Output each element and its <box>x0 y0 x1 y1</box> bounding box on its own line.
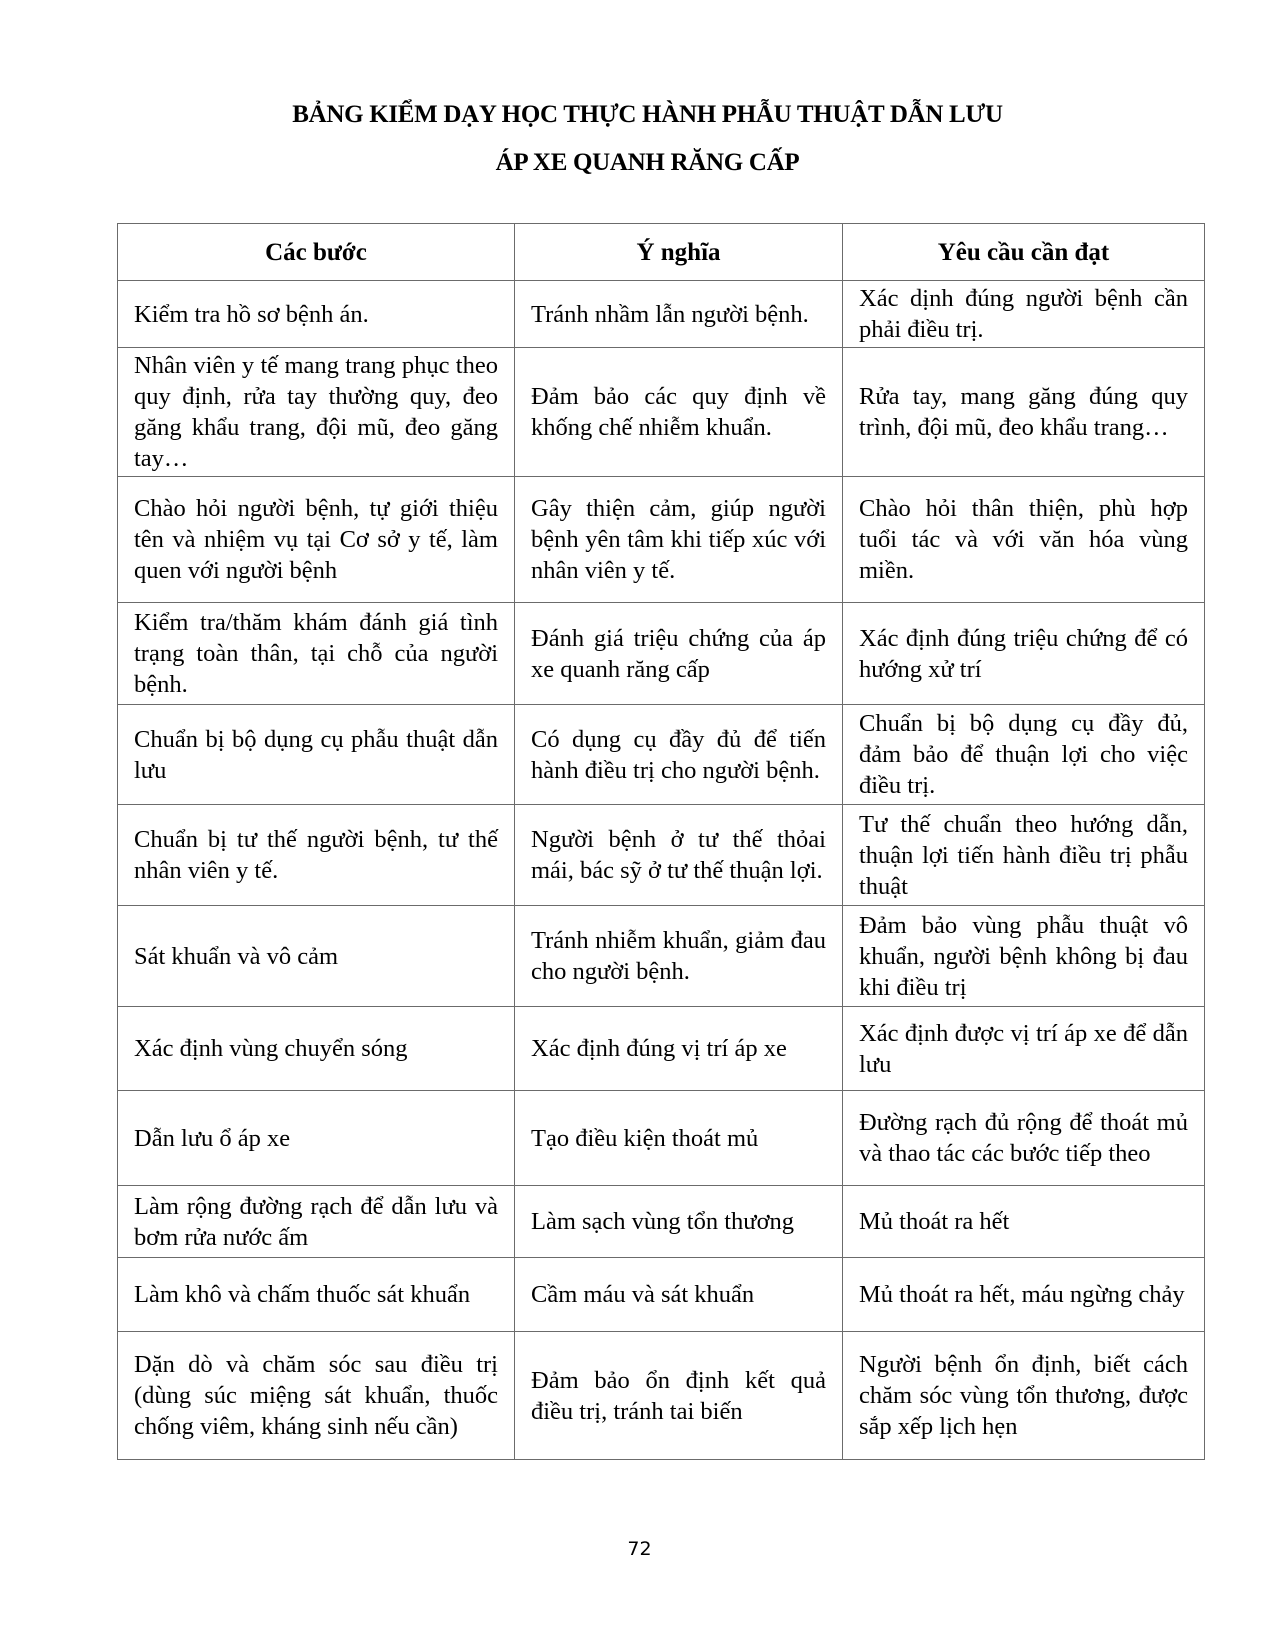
checklist-table <box>117 223 1205 1460</box>
table-row <box>118 1007 1205 1091</box>
cell-step: Dặn dò và chăm sóc sau điều trị (dùng súc miệng sát khuẩn, thuốc chống viêm, kháng sinh nếu cần) <box>118 1332 515 1460</box>
header-requirement: Yêu cầu cần đạt <box>843 224 1205 281</box>
cell-step: Chào hỏi người bệnh, tự giới thiệu tên và nhiệm vụ tại Cơ sở y tế, làm quen với người bệnh <box>118 477 515 603</box>
cell-requirement: Chào hỏi thân thiện, phù hợp tuổi tác và với văn hóa vùng miền. <box>843 477 1205 603</box>
table-header <box>118 224 1205 281</box>
cell-meaning: Cầm máu và sát khuẩn <box>515 1258 843 1332</box>
document-title-line-2: ÁP XE QUANH RĂNG CẤP <box>495 149 800 176</box>
table-row <box>118 603 1205 705</box>
cell-step: Chuẩn bị bộ dụng cụ phẫu thuật dẫn lưu <box>118 705 515 805</box>
table-row <box>118 1091 1205 1186</box>
table-row <box>118 1258 1205 1332</box>
cell-requirement: Rửa tay, mang găng đúng quy trình, đội mũ, đeo khẩu trang… <box>843 348 1205 477</box>
cell-step: Làm rộng đường rạch để dẫn lưu và bơm rửa nước ấm <box>118 1186 515 1258</box>
cell-requirement: Chuẩn bị bộ dụng cụ đầy đủ, đảm bảo để thuận lợi cho việc điều trị. <box>843 705 1205 805</box>
cell-meaning: Đánh giá triệu chứng của áp xe quanh răng cấp <box>515 603 843 705</box>
table-row <box>118 906 1205 1007</box>
cell-requirement: Mủ thoát ra hết, máu ngừng chảy <box>843 1258 1205 1332</box>
header-meaning: Ý nghĩa <box>515 224 843 281</box>
cell-requirement: Người bệnh ổn định, biết cách chăm sóc vùng tổn thương, được sắp xếp lịch hẹn <box>843 1332 1205 1460</box>
cell-step: Chuẩn bị tư thế người bệnh, tư thế nhân viên y tế. <box>118 805 515 906</box>
cell-meaning: Người bệnh ở tư thế thỏai mái, bác sỹ ở tư thế thuận lợi. <box>515 805 843 906</box>
cell-step: Kiểm tra/thăm khám đánh giá tình trạng toàn thân, tại chỗ của người bệnh. <box>118 603 515 705</box>
cell-step: Nhân viên y tế mang trang phục theo quy định, rửa tay thường quy, đeo găng khẩu trang, đội mũ, đeo găng tay… <box>118 348 515 477</box>
cell-meaning: Tránh nhiễm khuẩn, giảm đau cho người bệnh. <box>515 906 843 1007</box>
cell-meaning: Làm sạch vùng tổn thương <box>515 1186 843 1258</box>
cell-meaning: Xác định đúng vị trí áp xe <box>515 1007 843 1091</box>
cell-requirement: Tư thế chuẩn theo hướng dẫn, thuận lợi tiến hành điều trị phẫu thuật <box>843 805 1205 906</box>
table-row <box>118 805 1205 906</box>
document-title-line-1: BẢNG KIỂM DẠY HỌC THỰC HÀNH PHẪU THUẬT DẪN LƯU <box>292 101 1003 128</box>
cell-requirement: Xác dịnh đúng người bệnh cần phải điều trị. <box>843 281 1205 348</box>
cell-requirement: Xác định được vị trí áp xe để dẫn lưu <box>843 1007 1205 1091</box>
cell-requirement: Xác định đúng triệu chứng để có hướng xử trí <box>843 603 1205 705</box>
cell-meaning: Đảm bảo các quy định về khống chế nhiễm khuẩn. <box>515 348 843 477</box>
cell-step: Xác định vùng chuyển sóng <box>118 1007 515 1091</box>
cell-meaning: Gây thiện cảm, giúp người bệnh yên tâm khi tiếp xúc với nhân viên y tế. <box>515 477 843 603</box>
table-row <box>118 1186 1205 1258</box>
cell-meaning: Có dụng cụ đầy đủ để tiến hành điều trị cho người bệnh. <box>515 705 843 805</box>
cell-step: Dẫn lưu ổ áp xe <box>118 1091 515 1186</box>
table-row <box>118 477 1205 603</box>
header-row <box>118 224 1205 281</box>
table-row <box>118 348 1205 477</box>
cell-requirement: Đường rạch đủ rộng để thoát mủ và thao tác các bước tiếp theo <box>843 1091 1205 1186</box>
cell-meaning: Tránh nhầm lẫn người bệnh. <box>515 281 843 348</box>
cell-step: Làm khô và chấm thuốc sát khuẩn <box>118 1258 515 1332</box>
header-steps: Các bước <box>118 224 515 281</box>
cell-requirement: Mủ thoát ra hết <box>843 1186 1205 1258</box>
cell-step: Kiểm tra hồ sơ bệnh án. <box>118 281 515 348</box>
cell-meaning: Tạo điều kiện thoát mủ <box>515 1091 843 1186</box>
cell-step: Sát khuẩn và vô cảm <box>118 906 515 1007</box>
cell-meaning: Đảm bảo ổn định kết quả điều trị, tránh tai biến <box>515 1332 843 1460</box>
table-row <box>118 705 1205 805</box>
table-row <box>118 1332 1205 1460</box>
table-row <box>118 281 1205 348</box>
cell-requirement: Đảm bảo vùng phẫu thuật vô khuẩn, người bệnh không bị đau khi điều trị <box>843 906 1205 1007</box>
table-body <box>118 281 1205 1460</box>
page-number: 72 <box>627 1538 652 1560</box>
